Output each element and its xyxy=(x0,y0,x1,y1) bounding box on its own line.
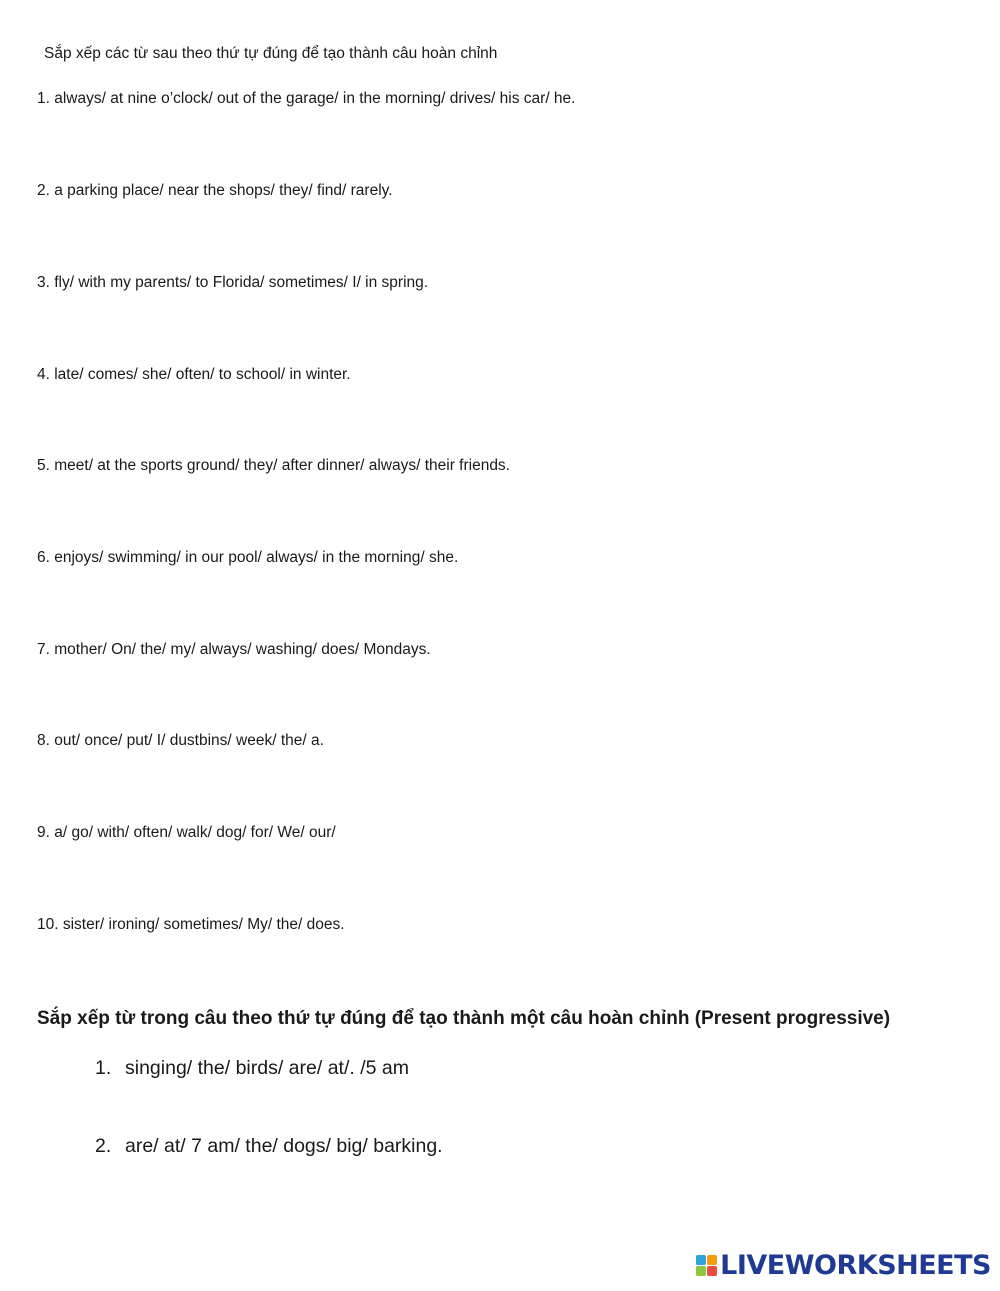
liveworksheets-logo-text: LIVEWORKSHEETS xyxy=(720,1249,991,1281)
progressive-item-text: are/ at/ 7 am/ the/ dogs/ big/ barking. xyxy=(125,1135,443,1157)
progressive-item-number: 1. xyxy=(95,1057,112,1079)
logo-mark-square-3 xyxy=(696,1266,706,1276)
liveworksheets-logo-icon xyxy=(696,1255,717,1276)
exercise-item-2: 2. a parking place/ near the shops/ they/ find/ rarely. xyxy=(37,182,393,199)
section-title-present-progressive: Sắp xếp từ trong câu theo thứ tự đúng để tạo thành một câu hoàn chỉnh (Present progressive) xyxy=(37,1008,891,1029)
exercise-item-5: 5. meet/ at the sports ground/ they/ after dinner/ always/ their friends. xyxy=(37,457,510,474)
progressive-item-1 xyxy=(95,1057,409,1080)
logo-mark-square-1 xyxy=(696,1255,706,1265)
exercise-item-9: 9. a/ go/ with/ often/ walk/ dog/ for/ We/ our/ xyxy=(37,824,336,841)
exercise-item-4: 4. late/ comes/ she/ often/ to school/ in winter. xyxy=(37,366,351,383)
exercise-item-3: 3. fly/ with my parents/ to Florida/ sometimes/ I/ in spring. xyxy=(37,274,429,291)
logo-mark-square-4 xyxy=(707,1266,717,1276)
exercise-item-6: 6. enjoys/ swimming/ in our pool/ always/ in the morning/ she. xyxy=(37,549,459,566)
progressive-item-2 xyxy=(95,1135,443,1158)
instruction-text: Sắp xếp các từ sau theo thứ tự đúng để tạo thành câu hoàn chỉnh xyxy=(44,45,498,62)
logo-mark-square-2 xyxy=(707,1255,717,1265)
exercise-item-7: 7. mother/ On/ the/ my/ always/ washing/ does/ Mondays. xyxy=(37,641,431,658)
progressive-item-number: 2. xyxy=(95,1135,112,1157)
progressive-item-text: singing/ the/ birds/ are/ at/. /5 am xyxy=(125,1057,409,1079)
exercise-item-10: 10. sister/ ironing/ sometimes/ My/ the/ does. xyxy=(37,916,345,933)
exercise-item-1: 1. always/ at nine o’clock/ out of the garage/ in the morning/ drives/ his car/ he. xyxy=(37,90,576,107)
exercise-item-8: 8. out/ once/ put/ I/ dustbins/ week/ the/ a. xyxy=(37,732,324,749)
liveworksheets-logo[interactable] xyxy=(696,1249,991,1281)
